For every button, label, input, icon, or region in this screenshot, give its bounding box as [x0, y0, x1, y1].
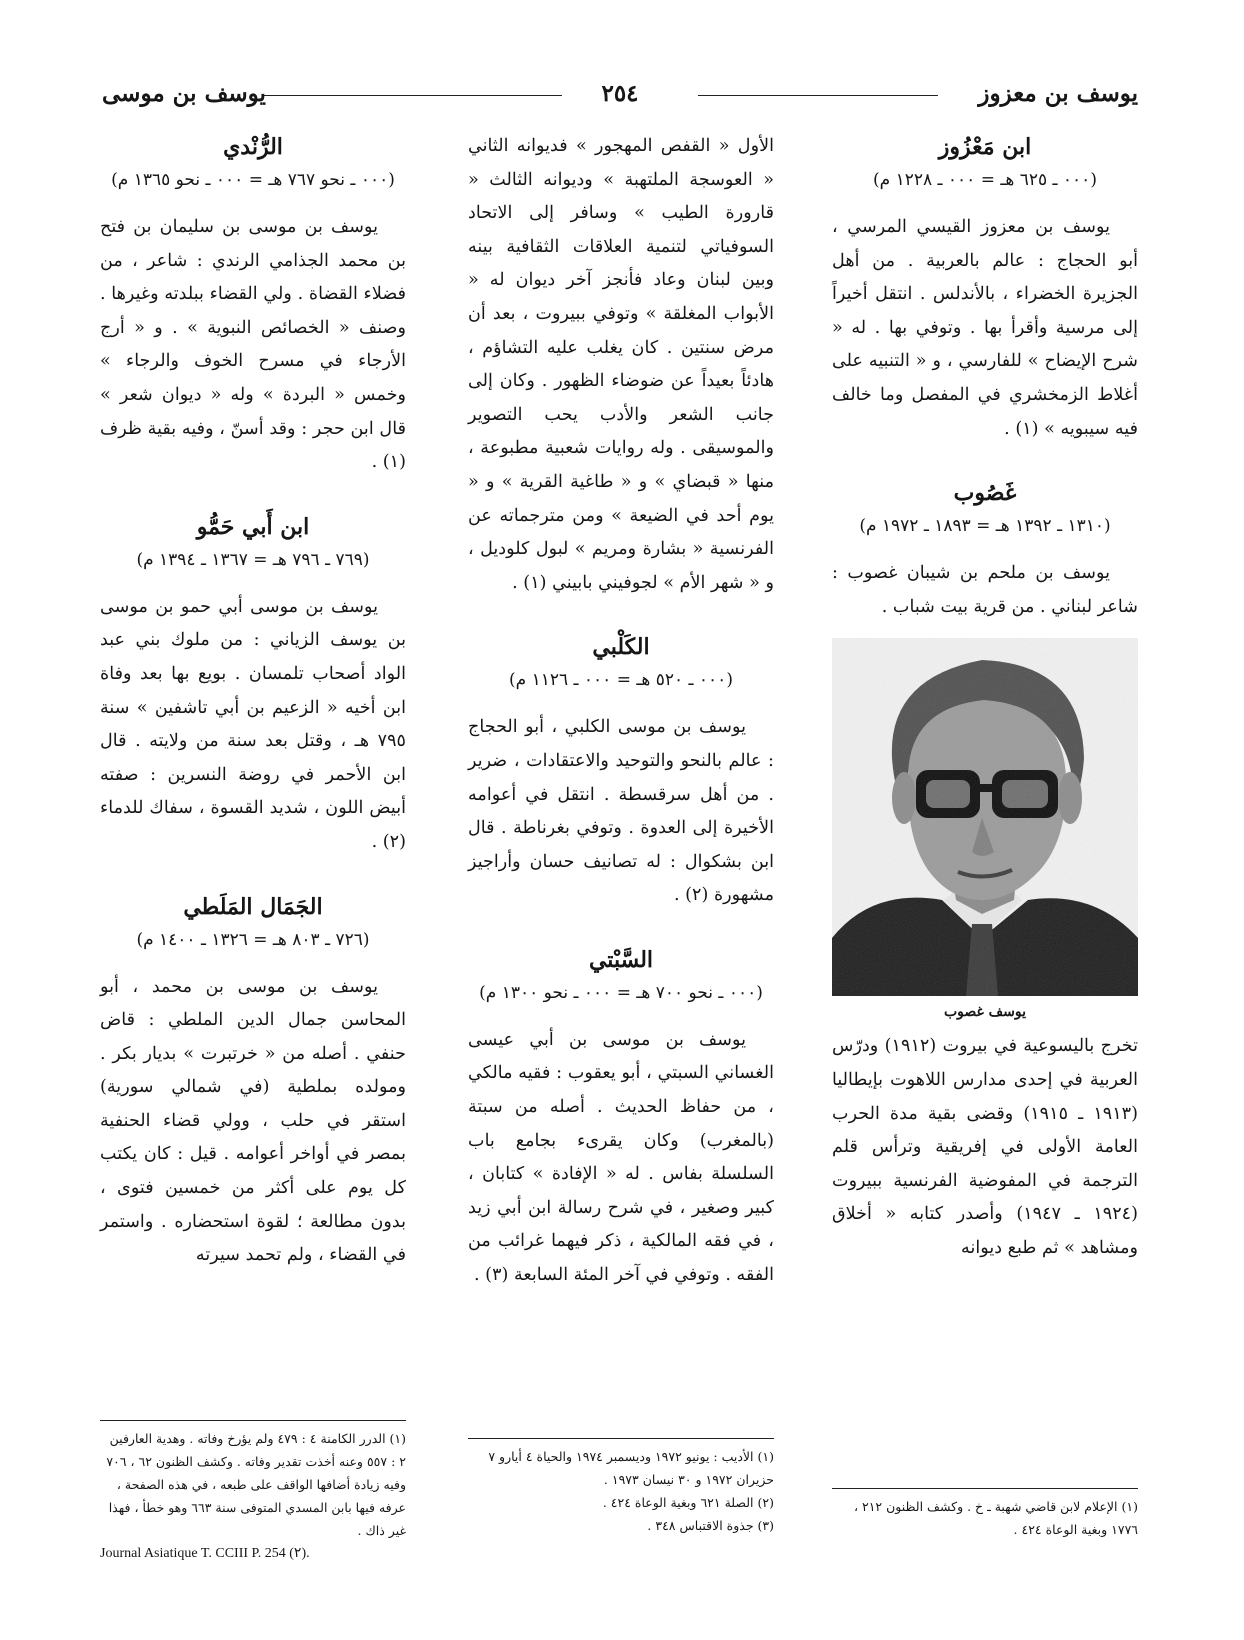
portrait-photo	[832, 638, 1138, 996]
entry-text: يوسف بن موسى الكلبي ، أبو الحجاج : عالم بالنحو والتوحيد والاعتقادات ، ضرير . من أهل سرقسطة . انتقل في أعوامه الأخيرة إلى العدوة . وتوفي بغرناطة . قال ابن بشكوال : له تصانيف حسان وأراجيز مشهورة (٢) .	[468, 717, 774, 906]
column-right	[832, 130, 1138, 1266]
entry-gap	[100, 480, 406, 510]
footnotes-middle	[468, 1438, 774, 1537]
running-head-left: يوسف بن موسى	[102, 80, 266, 107]
entry-name-jamal-malati: الجَمَال المَلَطي	[183, 893, 323, 920]
page-number: ٢٥٤	[593, 80, 646, 107]
entry-gap	[832, 446, 1138, 476]
footnote: (٣) جذوة الاقتباس ٣٤٨ .	[647, 1518, 774, 1533]
entry-text-continued: تخرج باليسوعية في بيروت (١٩١٢) ودرّس العربية في إحدى مدارس اللاهوت بإيطاليا (١٩١٣ ـ ١٩١٥) وقضى بقية مدة الحرب العامة الأولى في إفريقية وترأس قلم الترجمة في المفوضية الفرنسية ببيروت (١٩٢٤ ـ ١٩٤٧) وأصدر كتابه « أخلاق ومشاهد » ثم طبع ديوانه	[832, 1036, 1138, 1258]
entry-text: يوسف بن موسى أبي حمو بن موسى بن يوسف الزياني : من ملوك بني عبد الواد أصحاب تلمسان . بويع بها بعد وفاة ابن أخيه « الزعيم بن أبي تاشفين » سنة ٧٩٥ هـ ، وقتل بعد سنة من ولايته . قال ابن الأحمر في روضة النسرين : صفته أبيض اللون ، شديد القسوة ، سفاك للدماء (٢) .	[100, 596, 406, 852]
entry-name-ghassub: غَصُوب	[953, 480, 1017, 507]
entry-gap	[100, 860, 406, 890]
entry-name-rundi: الرُّنْدي	[223, 134, 283, 160]
entry-text-continued: الأول « القفص المهجور » فديوانه الثاني « العوسجة الملتهبة » وديوانه الثالث « قارورة الطيب » وسافر إلى الاتحاد السوفياتي لتنمية العلاقات الثقافية بينه وبين لبنان وعاد فأنجز آخر ديوان له « الأبواب المغلقة » وتوفي ببيروت ، بعد أن مرض سنتين . كان يغلب عليه التشاؤم ، هادئاً بعيداً عن ضوضاء الظهور . وكان إلى جانب الشعر والأدب يحب التصوير والموسيقى . وله روايات شعبية مطبوعة ، منها « قبضاي » و « طاغية القرية » و « يوم أحد في الضيعة » ومن مترجماته عن الفرنسية « بشارة ومريم » لبول كلوديل ، و « شهر الأم » لجوفيني بابيني (١) .	[468, 136, 774, 593]
entry-text: يوسف بن موسى بن محمد ، أبو المحاسن جمال الدين الملطي : قاض حنفي . أصله من « خرتبرت » بديار بكر . ومولده بملطية (في شمالي سورية) استقر في حلب ، وولي قضاء الحنفية بمصر في أواخر أعوامه . قيل : كان يكتب كل يوم على أكثر من خمسين فتوى ، بدون مطالعة ؛ لقوة استحضاره . واستمر في القضاء ، ولم تحمد سيرته	[100, 976, 406, 1266]
footnote: (٢) الصلة ٦٢١ وبغية الوعاة ٤٢٤ .	[602, 1495, 774, 1510]
entry-name-sabti: السَّبْتي	[588, 946, 654, 973]
column-left	[100, 130, 406, 1273]
header-rule-left	[262, 95, 562, 96]
entry-text: يوسف بن موسى بن سليمان بن فتح بن محمد الجذامي الرندي : شاعر ، من فضلاء القضاة . ولي القضاء ببلدته وغيرها . وصنف « الخصائص النبوية » . و « أرج الأرجاء في مسرح الخوف والرجاء » وخمس « البردة » وله « ديوان شعر » قال ابن حجر : وقد أسنّ ، وفيه بقية ظرف (١) .	[100, 217, 406, 473]
entry-gap	[468, 600, 774, 630]
footnote: Journal Asiatique T. CCIII P. 254 (٢).	[100, 1546, 310, 1561]
entry-text: يوسف بن ملحم بن شيبان غصوب : شاعر لبناني . من قرية بيت شباب .	[832, 563, 1138, 617]
entry-dates: (٠٠٠ ـ ٥٢٠ هـ = ٠٠٠ ـ ١١٢٦ م)	[509, 670, 733, 691]
entry-dates: (٠٠٠ ـ ٦٢٥ هـ = ٠٠٠ ـ ١٢٢٨ م)	[873, 170, 1097, 190]
entry-name-ibn-abi-hammu: ابن أَبي حَمُّو	[196, 513, 310, 540]
portrait-image	[832, 638, 1138, 996]
entry-dates: (٠٠٠ ـ نحو ٧٠٠ هـ = ٠٠٠ ـ نحو ١٣٠٠ م)	[479, 982, 763, 1003]
entry-name-ibn-maazouz: ابن مَعْزُوز	[938, 134, 1032, 160]
footnote: (١) الدرر الكامنة ٤ : ٤٧٩ ولم يؤرخ وفاته . وهدية العارفين ٢ : ٥٥٧ وعنه أخذت تقدير وفاته . وكشف الظنون ٦٢ ، ٧٠٦ وفيه زيادة أضافها الواقف على طبعه ، في هذه الصفحة ، عرفه فيها بابن المسدي المتوفى سنة ٦٦٣ وهو خطأ ، فهذا غير ذاك .	[106, 1431, 406, 1538]
running-head-right: يوسف بن معزوز	[978, 80, 1138, 107]
header-rule-right	[698, 95, 938, 96]
entry-name-kalbi: الكَلْبي	[592, 634, 650, 661]
entry-text: يوسف بن موسى بن أبي عيسى الغساني السبتي ، أبو يعقوب : فقيه مالكي ، من حفاظ الحديث . أصله من سبتة (بالمغرب) وكان يقرىء بجامع باب السلسلة بفاس . له « الإفادة » كتابان ، كبير وصغير ، في شرح رسالة ابن أبي زيد ، في فقه المالكية ، ذكر فيهما غرائب من الفقه . وتوفي في آخر المئة السابعة (٣) .	[468, 1029, 774, 1286]
entry-dates: (١٣١٠ ـ ١٣٩٢ هـ = ١٨٩٣ ـ ١٩٧٢ م)	[859, 516, 1111, 537]
column-middle	[468, 130, 774, 1293]
entry-dates: (٠٠٠ ـ نحو ٧٦٧ هـ = ٠٠٠ ـ نحو ١٣٦٥ م)	[111, 170, 395, 190]
entry-dates: (٧٦٩ ـ ٧٩٦ هـ = ١٣٦٧ ـ ١٣٩٤ م)	[136, 549, 370, 570]
footnote: (١) الإعلام لابن قاضي شهبة ـ خ . وكشف الظنون ٢١٢ ، ١٧٧٦ وبغية الوعاة ٤٢٤ .	[853, 1499, 1138, 1537]
footnotes-right	[832, 1488, 1138, 1541]
page-header	[102, 80, 1138, 110]
portrait-caption: يوسف غصوب	[943, 1004, 1027, 1021]
footnotes-left	[100, 1420, 406, 1565]
entry-dates: (٧٢٦ ـ ٨٠٣ هـ = ١٣٢٦ ـ ١٤٠٠ م)	[136, 929, 370, 950]
entry-gap	[468, 913, 774, 943]
footnote: (١) الأديب : يونيو ١٩٧٢ وديسمبر ١٩٧٤ والحياة ٤ أيارو ٧ حزيران ١٩٧٢ و ٣٠ نيسان ١٩٧٣ .	[488, 1449, 774, 1487]
entry-text: يوسف بن معزوز القيسي المرسي ، أبو الحجاج : عالم بالعربية . من أهل الجزيرة الخضراء ، بالأندلس . انتقل أخيراً إلى مرسية وأقرأ بها . وتوفي بها . له « شرح الإيضاح » للفارسي ، و « التنبيه على أغلاط الزمخشري في المفصل وما خالف فيه سيبويه » (١) .	[832, 217, 1138, 439]
